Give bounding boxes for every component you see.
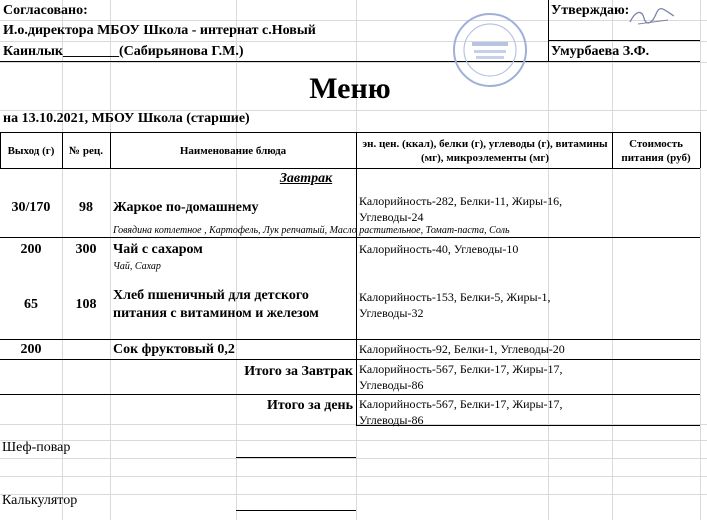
item-recipe: 98: [79, 200, 93, 215]
item-dish: Хлеб пшеничный для детского питания с витамином и железом: [113, 288, 319, 321]
item-yield: 65: [24, 297, 38, 312]
item-nutrition: Калорийность-40, Углеводы-10: [359, 242, 519, 256]
item-recipe: 300: [75, 242, 97, 257]
col-dish-header: Наименование блюда: [179, 144, 287, 157]
item-nutrition: Калорийность-92, Белки-1, Углеводы-20: [359, 342, 565, 356]
item-ingredients: Чай, Сахар: [113, 261, 161, 272]
calculator-signature-line: [236, 510, 356, 511]
signature-image: [628, 6, 676, 28]
agreed-label: Согласовано:: [3, 3, 88, 18]
approve-label: Утверждаю:: [551, 3, 630, 18]
page-title: Меню: [309, 72, 391, 105]
agreed-director: И.о.директора МБОУ Школа - интернат с.Новый: [3, 23, 316, 38]
item-yield: 200: [20, 341, 42, 357]
item-dish: Жаркое по-домашнему: [113, 200, 259, 215]
col-recipe-header: № рец.: [69, 144, 103, 157]
chef-label: Шеф-повар: [2, 440, 71, 455]
item-dish: Сок фруктовый 0,2: [113, 342, 235, 357]
approve-name: Умурбаева З.Ф.: [551, 44, 650, 59]
item-yield: 30/170: [11, 200, 51, 215]
meal-section-title: Завтрак: [279, 171, 333, 186]
total-meal-nutrition: Калорийность-567, Белки-17, Жиры-17, Углеводы-86: [359, 362, 563, 392]
col-nutrition-header: эн. цен. (ккал), белки (г), углеводы (г), витамины (мг), микроэлементы (мг): [362, 137, 608, 164]
item-dish: Чай с сахаром: [113, 242, 203, 257]
item-ingredients: Говядина котлетное , Картофель, Лук репчатый, Масло растительное, Томат-паста, Соль: [113, 225, 510, 236]
item-recipe: 108: [75, 297, 97, 312]
col-yield-header: Выход (г): [7, 144, 55, 157]
item-yield: 200: [20, 242, 42, 257]
agreed-name: Каинлык________(Сабирьянова Г.М.): [3, 44, 244, 59]
header-divider: [0, 61, 700, 62]
header-vdivider: [548, 0, 549, 62]
page-subtitle: на 13.10.2021, МБОУ Школа (старшие): [3, 111, 250, 126]
calculator-label: Калькулятор: [2, 493, 78, 508]
item-nutrition: Калорийность-282, Белки-11, Жиры-16, Углеводы-24: [359, 194, 563, 224]
item-nutrition: Калорийность-153, Белки-5, Жиры-1, Углеводы-32: [359, 290, 551, 320]
chef-signature-line: [236, 457, 356, 458]
total-day-nutrition: Калорийность-567, Белки-17, Жиры-17, Углеводы-86: [359, 397, 563, 427]
total-meal-label: Итого за Завтрак: [244, 364, 353, 379]
col-price-header: Стоимость питания (руб): [621, 137, 691, 164]
total-day-label: Итого за день: [267, 398, 353, 413]
